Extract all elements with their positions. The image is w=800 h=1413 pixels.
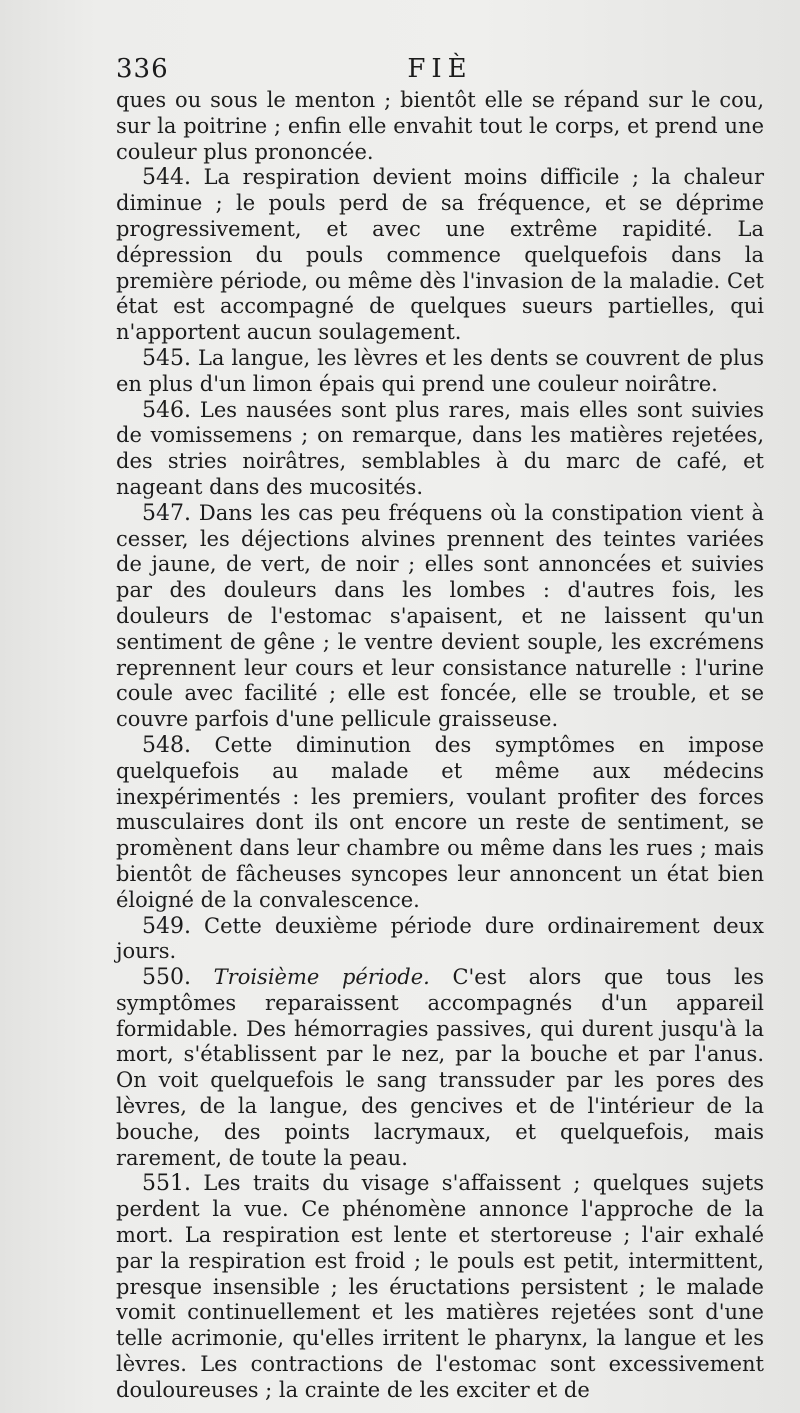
paragraph-text: C'est alors que tous les symptômes reparaissent accompagnés d'un appareil formidable. Des hémorragies passives, qui durent jusqu'à la mort, s'établissent par le nez, par la bouche et par l'anus. On voit quelquefois le sang transsuder par les pores des lèvres, de la langue, des gencives et de l'intérieur de la bouche, des points lacrymaux, et quelquefois, mais rarement, de toute la peau.	[116, 965, 764, 1170]
paragraph-text: Les nausées sont plus rares, mais elles sont suivies de vomissemens ; on remarque, dans les matières rejetées, des stries noirâtres, semblables à du marc de café, et nageant dans des mucosités.	[116, 397, 764, 499]
paragraph-number: 550.	[142, 965, 191, 991]
page-number: 336	[116, 54, 169, 84]
text-body	[116, 88, 764, 1404]
paragraph-text: Dans les cas peu fréquens où la constipation vient à cesser, les déjections alvines prennent des teintes variées de jaune, de vert, de noir ; elles sont annoncées et suivies par des douleurs dans les lombes : d'autres fois, les douleurs de l'estomac s'apaisent, et ne laissent qu'un sentiment de gêne ; le ventre devient souple, les excrémens reprennent leur cours et leur consistance naturelle : l'urine coule avec facilité ; elle est foncée, elle se trouble, et se couvre parfois d'une pellicule graisseuse.	[116, 500, 764, 732]
paragraph	[116, 398, 764, 501]
paragraph	[116, 965, 764, 1171]
paragraph-number: 548.	[142, 732, 191, 758]
paragraph	[116, 501, 764, 733]
paragraph	[116, 88, 764, 165]
paragraph	[116, 1171, 764, 1403]
paragraph-text: Cette deuxième période dure ordinairement deux jours.	[116, 913, 764, 964]
paragraph-number: 546.	[142, 397, 191, 423]
paragraph-number: 545.	[142, 345, 191, 371]
paragraph-number: 551.	[142, 1171, 191, 1197]
paragraph-text: Cette diminution des symptômes en impose quelquefois au malade et même aux médecins inexpérimentés : les premiers, voulant profiter des forces musculaires dont ils ont encore un reste de sentiment, se promènent dans leur chambre ou même dans les rues ; mais bientôt de fâcheuses syncopes leur annoncent un état bien éloigné de la convalescence.	[116, 732, 764, 912]
paragraph-number: 544.	[142, 165, 191, 191]
paragraph	[116, 733, 764, 914]
paragraph-text: La langue, les lèvres et les dents se couvrent de plus en plus d'un limon épais qui prend une couleur noirâtre.	[116, 345, 764, 396]
page-header	[116, 54, 764, 90]
paragraph	[116, 165, 764, 346]
section-heading: Troisième période.	[213, 965, 430, 990]
paragraph	[116, 914, 764, 966]
paragraph-number: 547.	[142, 500, 191, 526]
paragraph-text: La respiration devient moins difficile ; la chaleur diminue ; le pouls perd de sa fréquence, et se déprime progressivement, et avec une extrême rapidité. La dépression du pouls commence quelquefois dans la première période, ou même dès l'invasion de la maladie. Cet état est accompagné de quelques sueurs partielles, qui n'apportent aucun soulagement.	[116, 165, 764, 345]
running-head: FIÈ	[407, 54, 473, 84]
paragraph	[116, 346, 764, 398]
paragraph-text: Les traits du visage s'affaissent ; quelques sujets perdent la vue. Ce phénomène annonce l'approche de la mort. La respiration est lente et stertoreuse ; l'air exhalé par la respiration est froid ; le pouls est petit, intermittent, presque insensible ; les éructations persistent ; le malade vomit continuellement et les matières rejetées sont d'une telle acrimonie, qu'elles irritent le pharynx, la langue et les lèvres. Les contractions de l'estomac sont excessivement douloureuses ; la crainte de les exciter et de	[116, 1171, 764, 1402]
paragraph-number: 549.	[142, 913, 191, 939]
paragraph-text: ques ou sous le menton ; bientôt elle se répand sur le cou, sur la poitrine ; enfin elle envahit tout le corps, et prend une couleur plus prononcée.	[116, 88, 764, 164]
